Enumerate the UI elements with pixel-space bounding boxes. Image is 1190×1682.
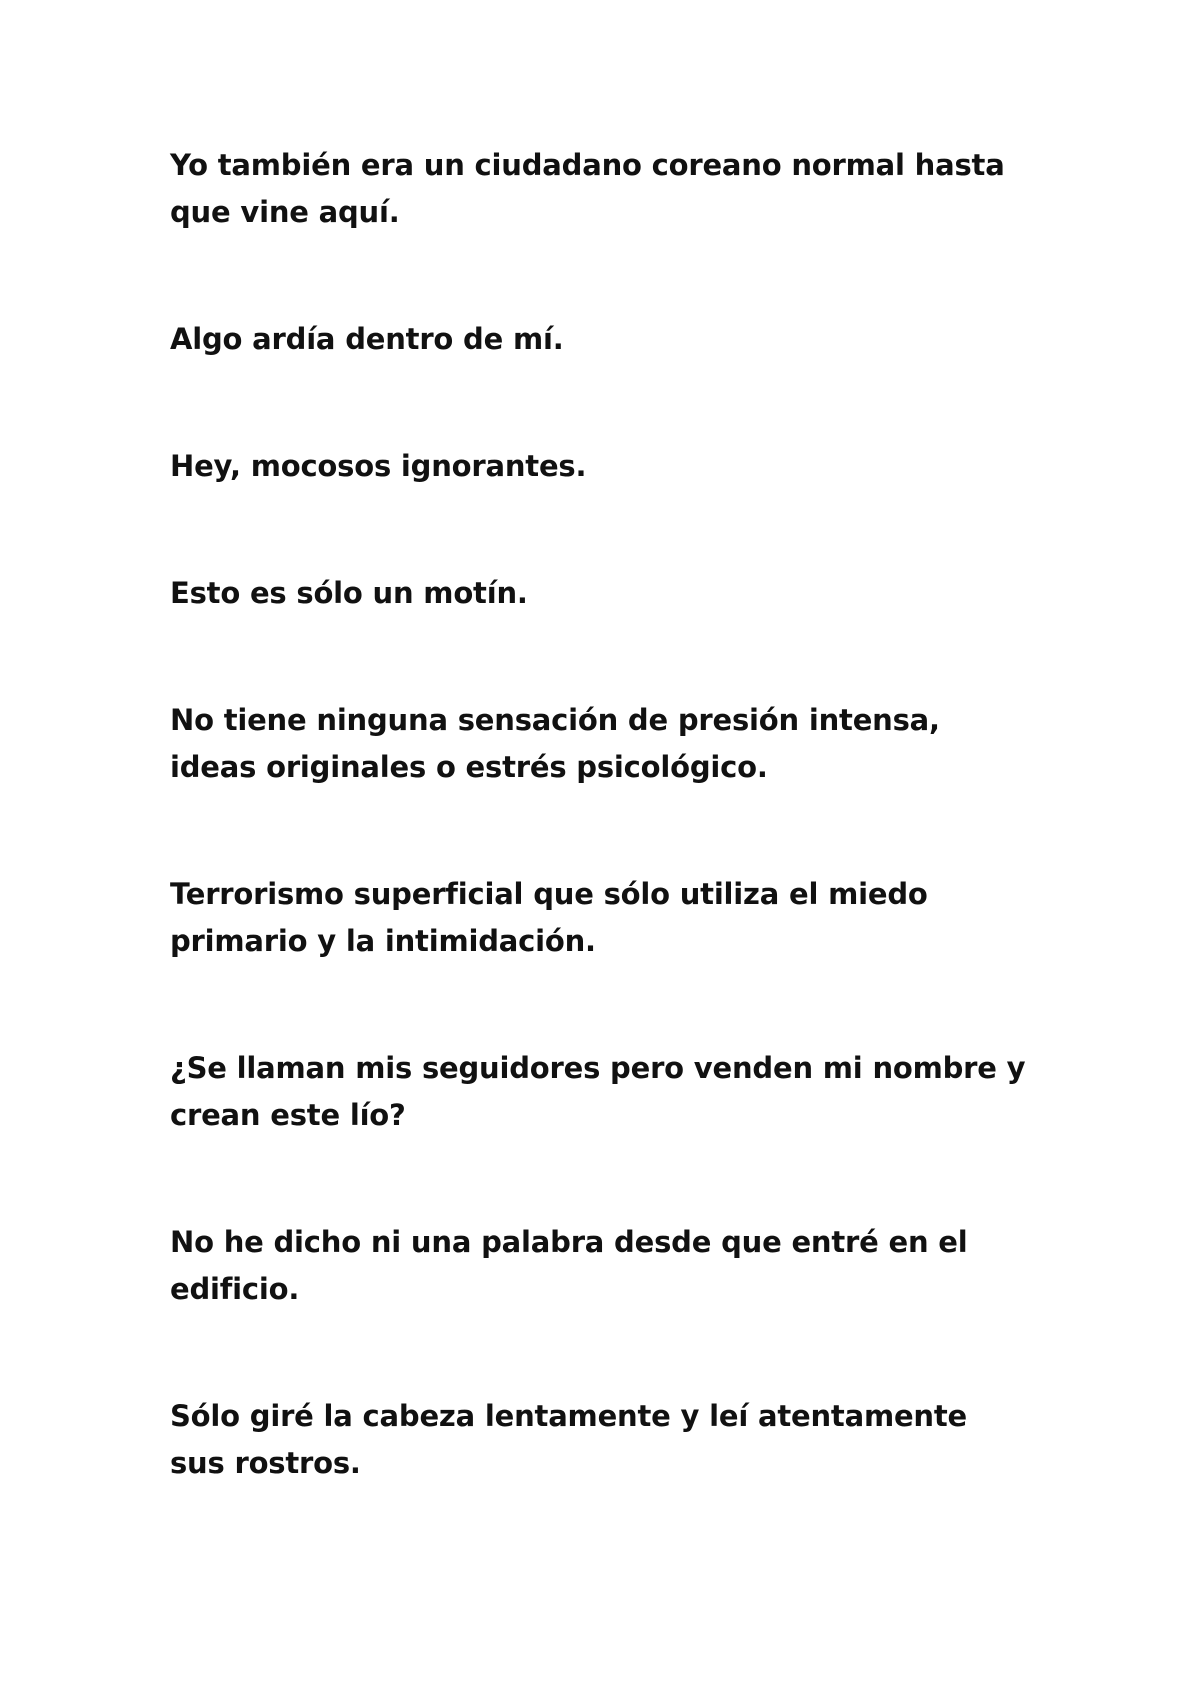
paragraph: Esto es sólo un motín.	[170, 576, 528, 610]
paragraph: ¿Se llaman mis seguidores pero venden mi nombre y crean este lío?	[170, 1051, 1026, 1132]
paragraph: No he dicho ni una palabra desde que entré en el edificio.	[170, 1225, 968, 1306]
paragraph: Hey, mocosos ignorantes.	[170, 449, 587, 483]
document-body	[170, 142, 1030, 1567]
paragraph: Yo también era un ciudadano coreano normal hasta que vine aquí.	[170, 148, 1005, 229]
paragraph: Algo ardía dentro de mí.	[170, 322, 564, 356]
paragraph: No tiene ninguna sensación de presión intensa, ideas originales o estrés psicológico.	[170, 703, 940, 784]
paragraph: Sólo giré la cabeza lentamente y leí atentamente sus rostros.	[170, 1399, 968, 1480]
paragraph: Terrorismo superficial que sólo utiliza el miedo primario y la intimidación.	[170, 877, 928, 958]
